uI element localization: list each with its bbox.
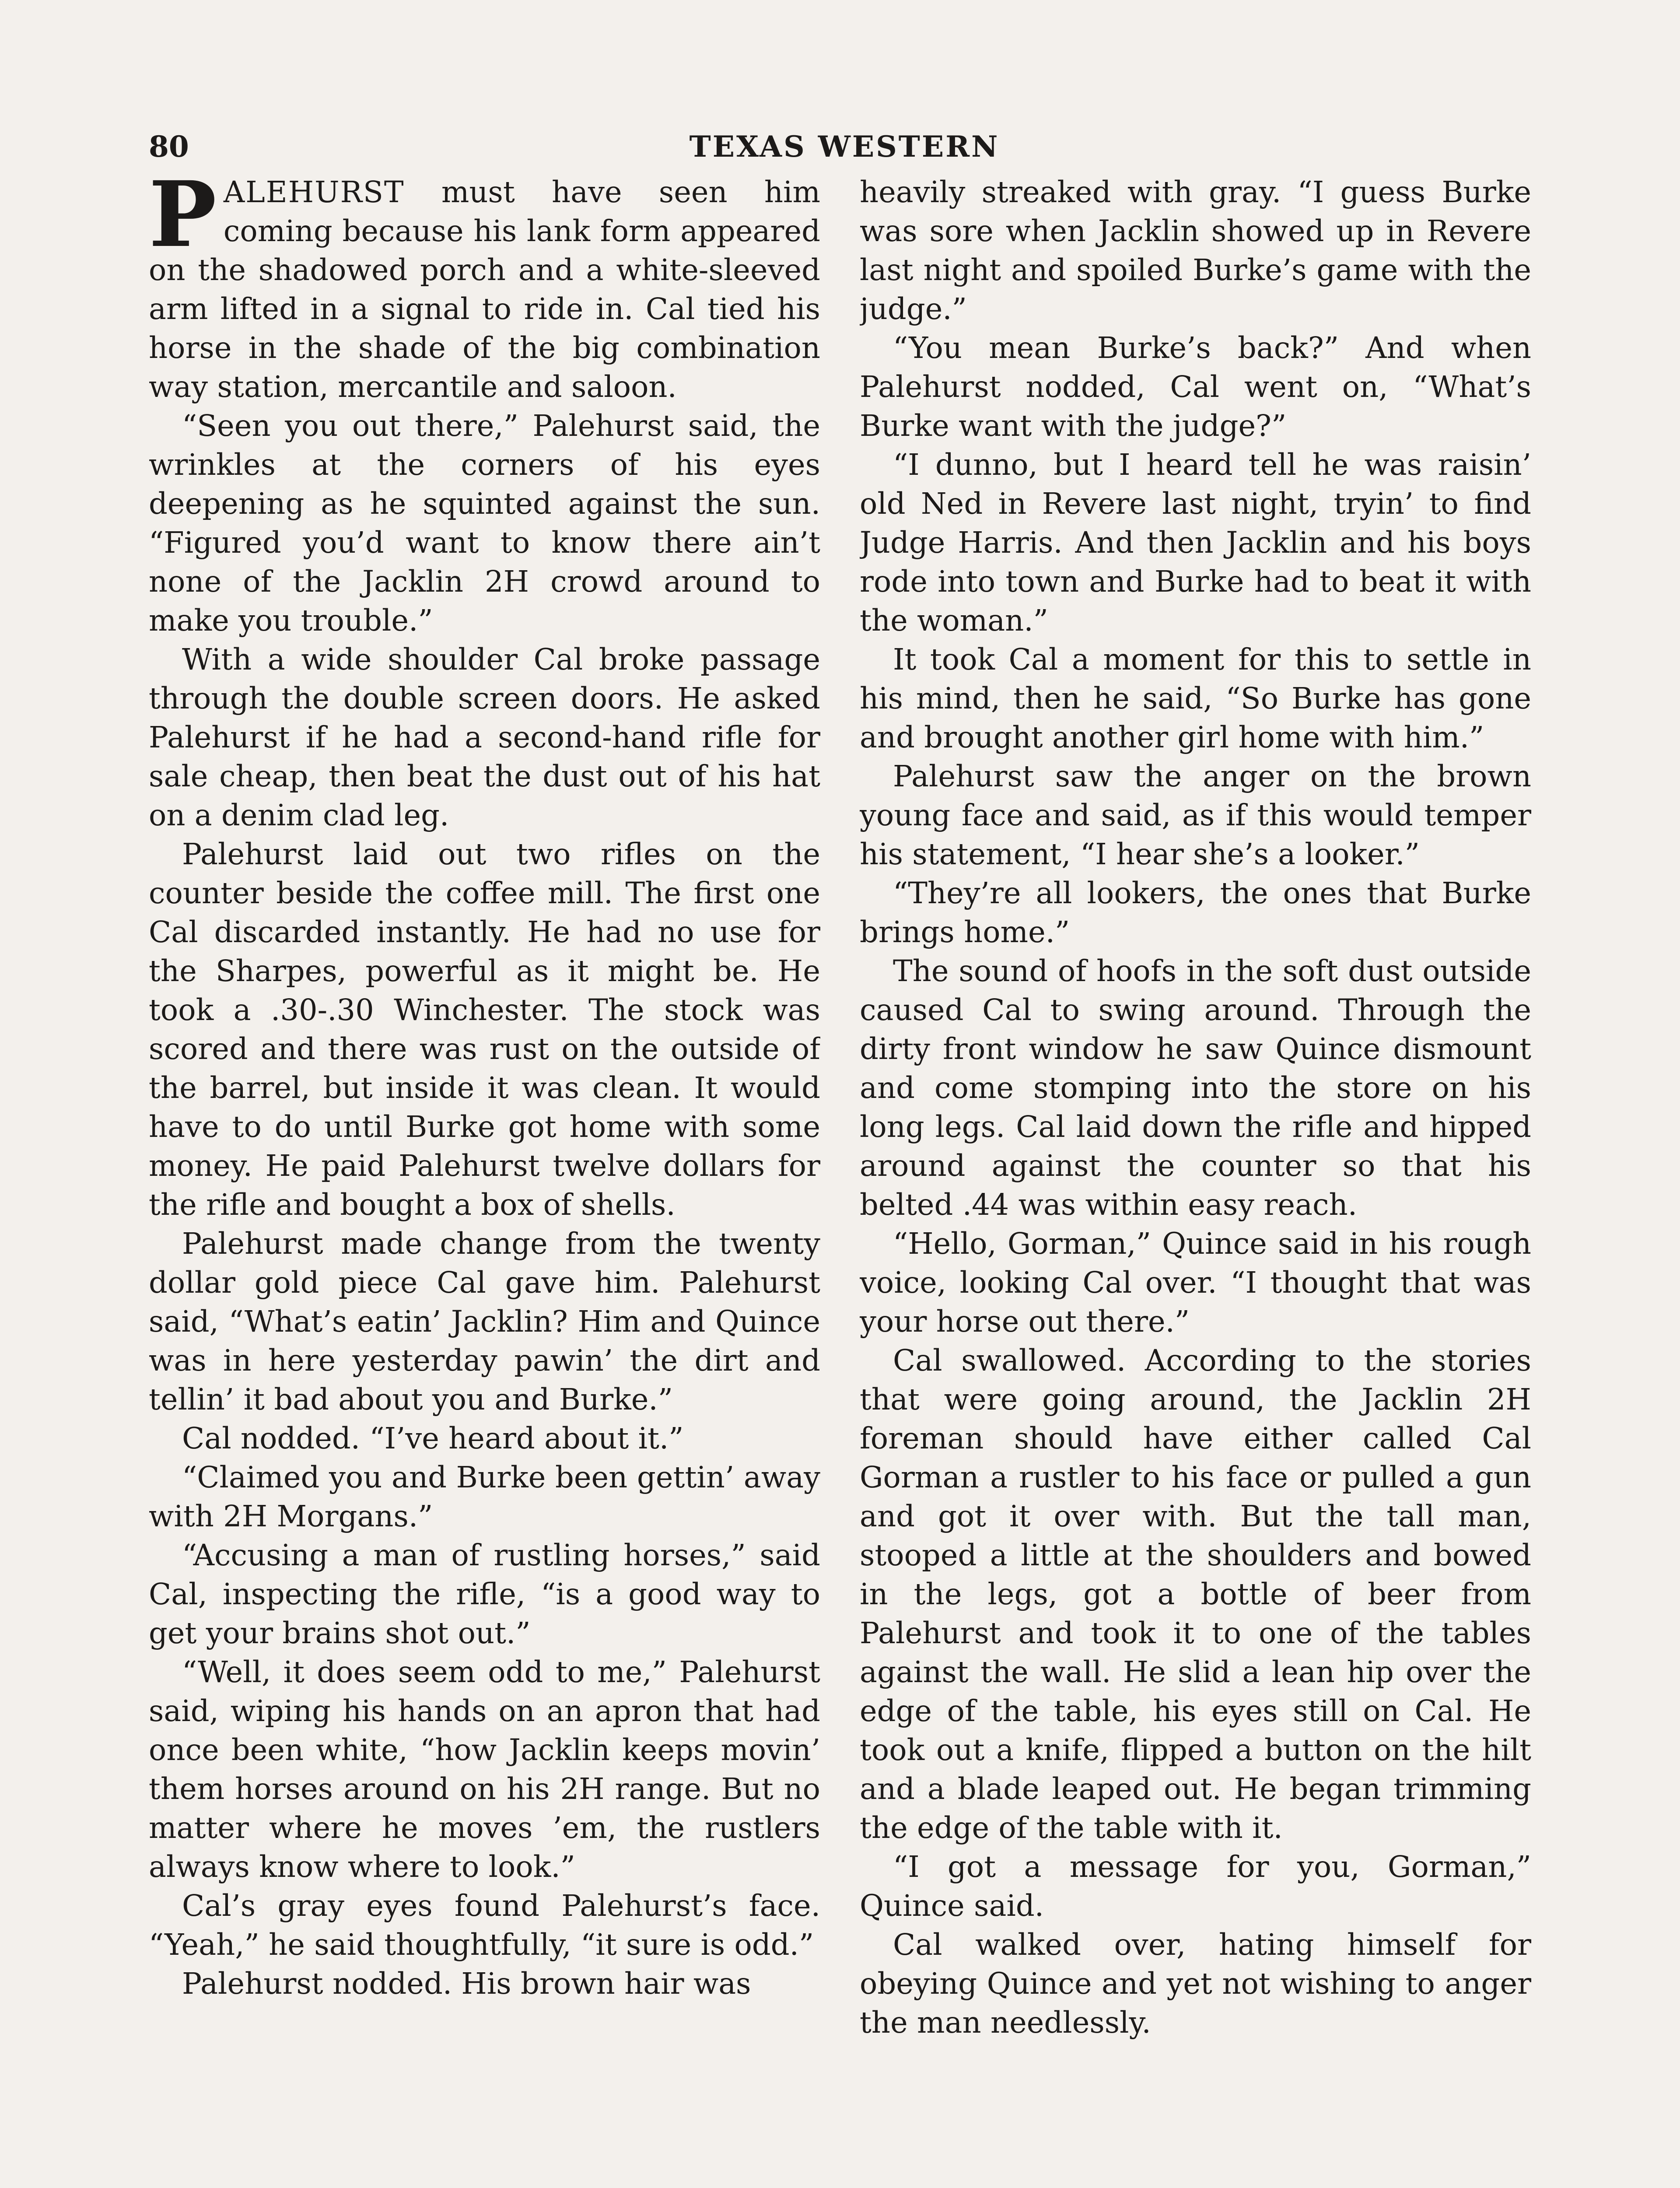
paragraph: Palehurst laid out two rifles on the counter beside the coffee mill. The first one Cal discarded instantly. He had no use for the Sharpes, powerful as it might be. He took a .30-.30 Winchester. The stock was scored and there was rust on the outside of the barrel, but inside it was clean. It would have to do until Burke got home with some money. He paid Palehurst twelve dollars for the rifle and bought a box of shells.	[149, 837, 820, 1222]
running-title: TEXAS WESTERN	[689, 130, 1000, 164]
paragraph: “Claimed you and Burke been gettin’ away with 2H Morgans.”	[149, 1460, 820, 1533]
left-column	[149, 173, 820, 2188]
page-header	[149, 130, 1540, 178]
page-number: 80	[149, 130, 189, 164]
paragraph: Palehurst saw the anger on the brown young face and said, as if this would temper his statement, “I hear she’s a looker.”	[860, 759, 1531, 871]
lead-caps: ALEHURST	[223, 175, 405, 209]
paragraph: With a wide shoulder Cal broke passage through the double screen doors. He asked Palehurst if he had a second-hand rifle for sale cheap, then beat the dust out of his hat on a denim clad leg.	[149, 642, 820, 832]
paragraph: “Seen you out there,” Palehurst said, the wrinkles at the corners of his eyes deepening as he squinted against the sun. “Figured you’d want to know there ain’t none of the Jacklin 2H crowd around to make you trouble.”	[149, 409, 820, 638]
paragraph: heavily streaked with gray. “I guess Burke was sore when Jacklin showed up in Revere last night and spoiled Burke’s game with the judge.”	[860, 175, 1531, 326]
paragraph: Cal walked over, hating himself for obeying Quince and yet not wishing to anger the man needlessly.	[860, 1928, 1531, 2040]
paragraph: Cal’s gray eyes found Palehurst’s face. “Yeah,” he said thoughtfully, “it sure is odd.”	[149, 1889, 820, 1962]
paragraph: The sound of hoofs in the soft dust outside caused Cal to swing around. Through the dirty front window he saw Quince dismount and come stomping into the store on his long legs. Cal laid down the rifle and hipped around against the counter so that his belted .44 was within easy reach.	[860, 954, 1531, 1222]
paragraph: “I got a message for you, Gorman,” Quince said.	[860, 1850, 1531, 1923]
paragraph: “They’re all lookers, the ones that Burke brings home.”	[860, 876, 1531, 949]
right-column	[860, 173, 1531, 2188]
paragraph: Palehurst made change from the twenty dollar gold piece Cal gave him. Palehurst said, “What’s eatin’ Jacklin? Him and Quince was in here yesterday pawin’ the dirt and tellin’ it bad about you and Burke.”	[149, 1227, 820, 1417]
paragraph: Palehurst nodded. His brown hair was	[182, 1967, 751, 2001]
paragraph-text: must have seen him coming because his lank form appeared on the shadowed porch and a white-sleeved arm lifted in a signal to ride in. Cal tied his horse in the shade of the big combination way station, mercantile and saloon.	[149, 175, 820, 404]
paragraph: “Accusing a man of rustling horses,” said Cal, inspecting the rifle, “is a good way to get your brains shot out.”	[149, 1538, 820, 1650]
paragraph: “You mean Burke’s back?” And when Palehurst nodded, Cal went on, “What’s Burke want with the judge?”	[860, 331, 1531, 443]
paragraph: It took Cal a moment for this to settle in his mind, then he said, “So Burke has gone and brought another girl home with him.”	[860, 642, 1531, 754]
drop-cap: P	[149, 173, 217, 267]
paragraph: “Hello, Gorman,” Quince said in his rough voice, looking Cal over. “I thought that was your horse out there.”	[860, 1227, 1531, 1339]
paragraph: “I dunno, but I heard tell he was raisin’ old Ned in Revere last night, tryin’ to find Judge Harris. And then Jacklin and his boys rode into town and Burke had to beat it with the woman.”	[860, 448, 1531, 638]
paragraph: Cal nodded. “I’ve heard about it.”	[182, 1421, 684, 1455]
paragraph	[149, 173, 820, 407]
paragraph: “Well, it does seem odd to me,” Palehurst said, wiping his hands on an apron that had once been white, “how Jacklin keeps movin’ them horses around on his 2H range. But no matter where he moves ’em, the rustlers always know where to look.”	[149, 1655, 820, 1884]
paragraph: Cal swallowed. According to the stories that were going around, the Jacklin 2H foreman should have either called Cal Gorman a rustler to his face or pulled a gun and got it over with. But the tall man, stooped a little at the shoulders and bowed in the legs, got a bottle of beer from Palehurst and took it to one of the tables against the wall. He slid a lean hip over the edge of the table, his eyes still on Cal. He took out a knife, flipped a button on the hilt and a blade leaped out. He began trimming the edge of the table with it.	[860, 1343, 1531, 1845]
